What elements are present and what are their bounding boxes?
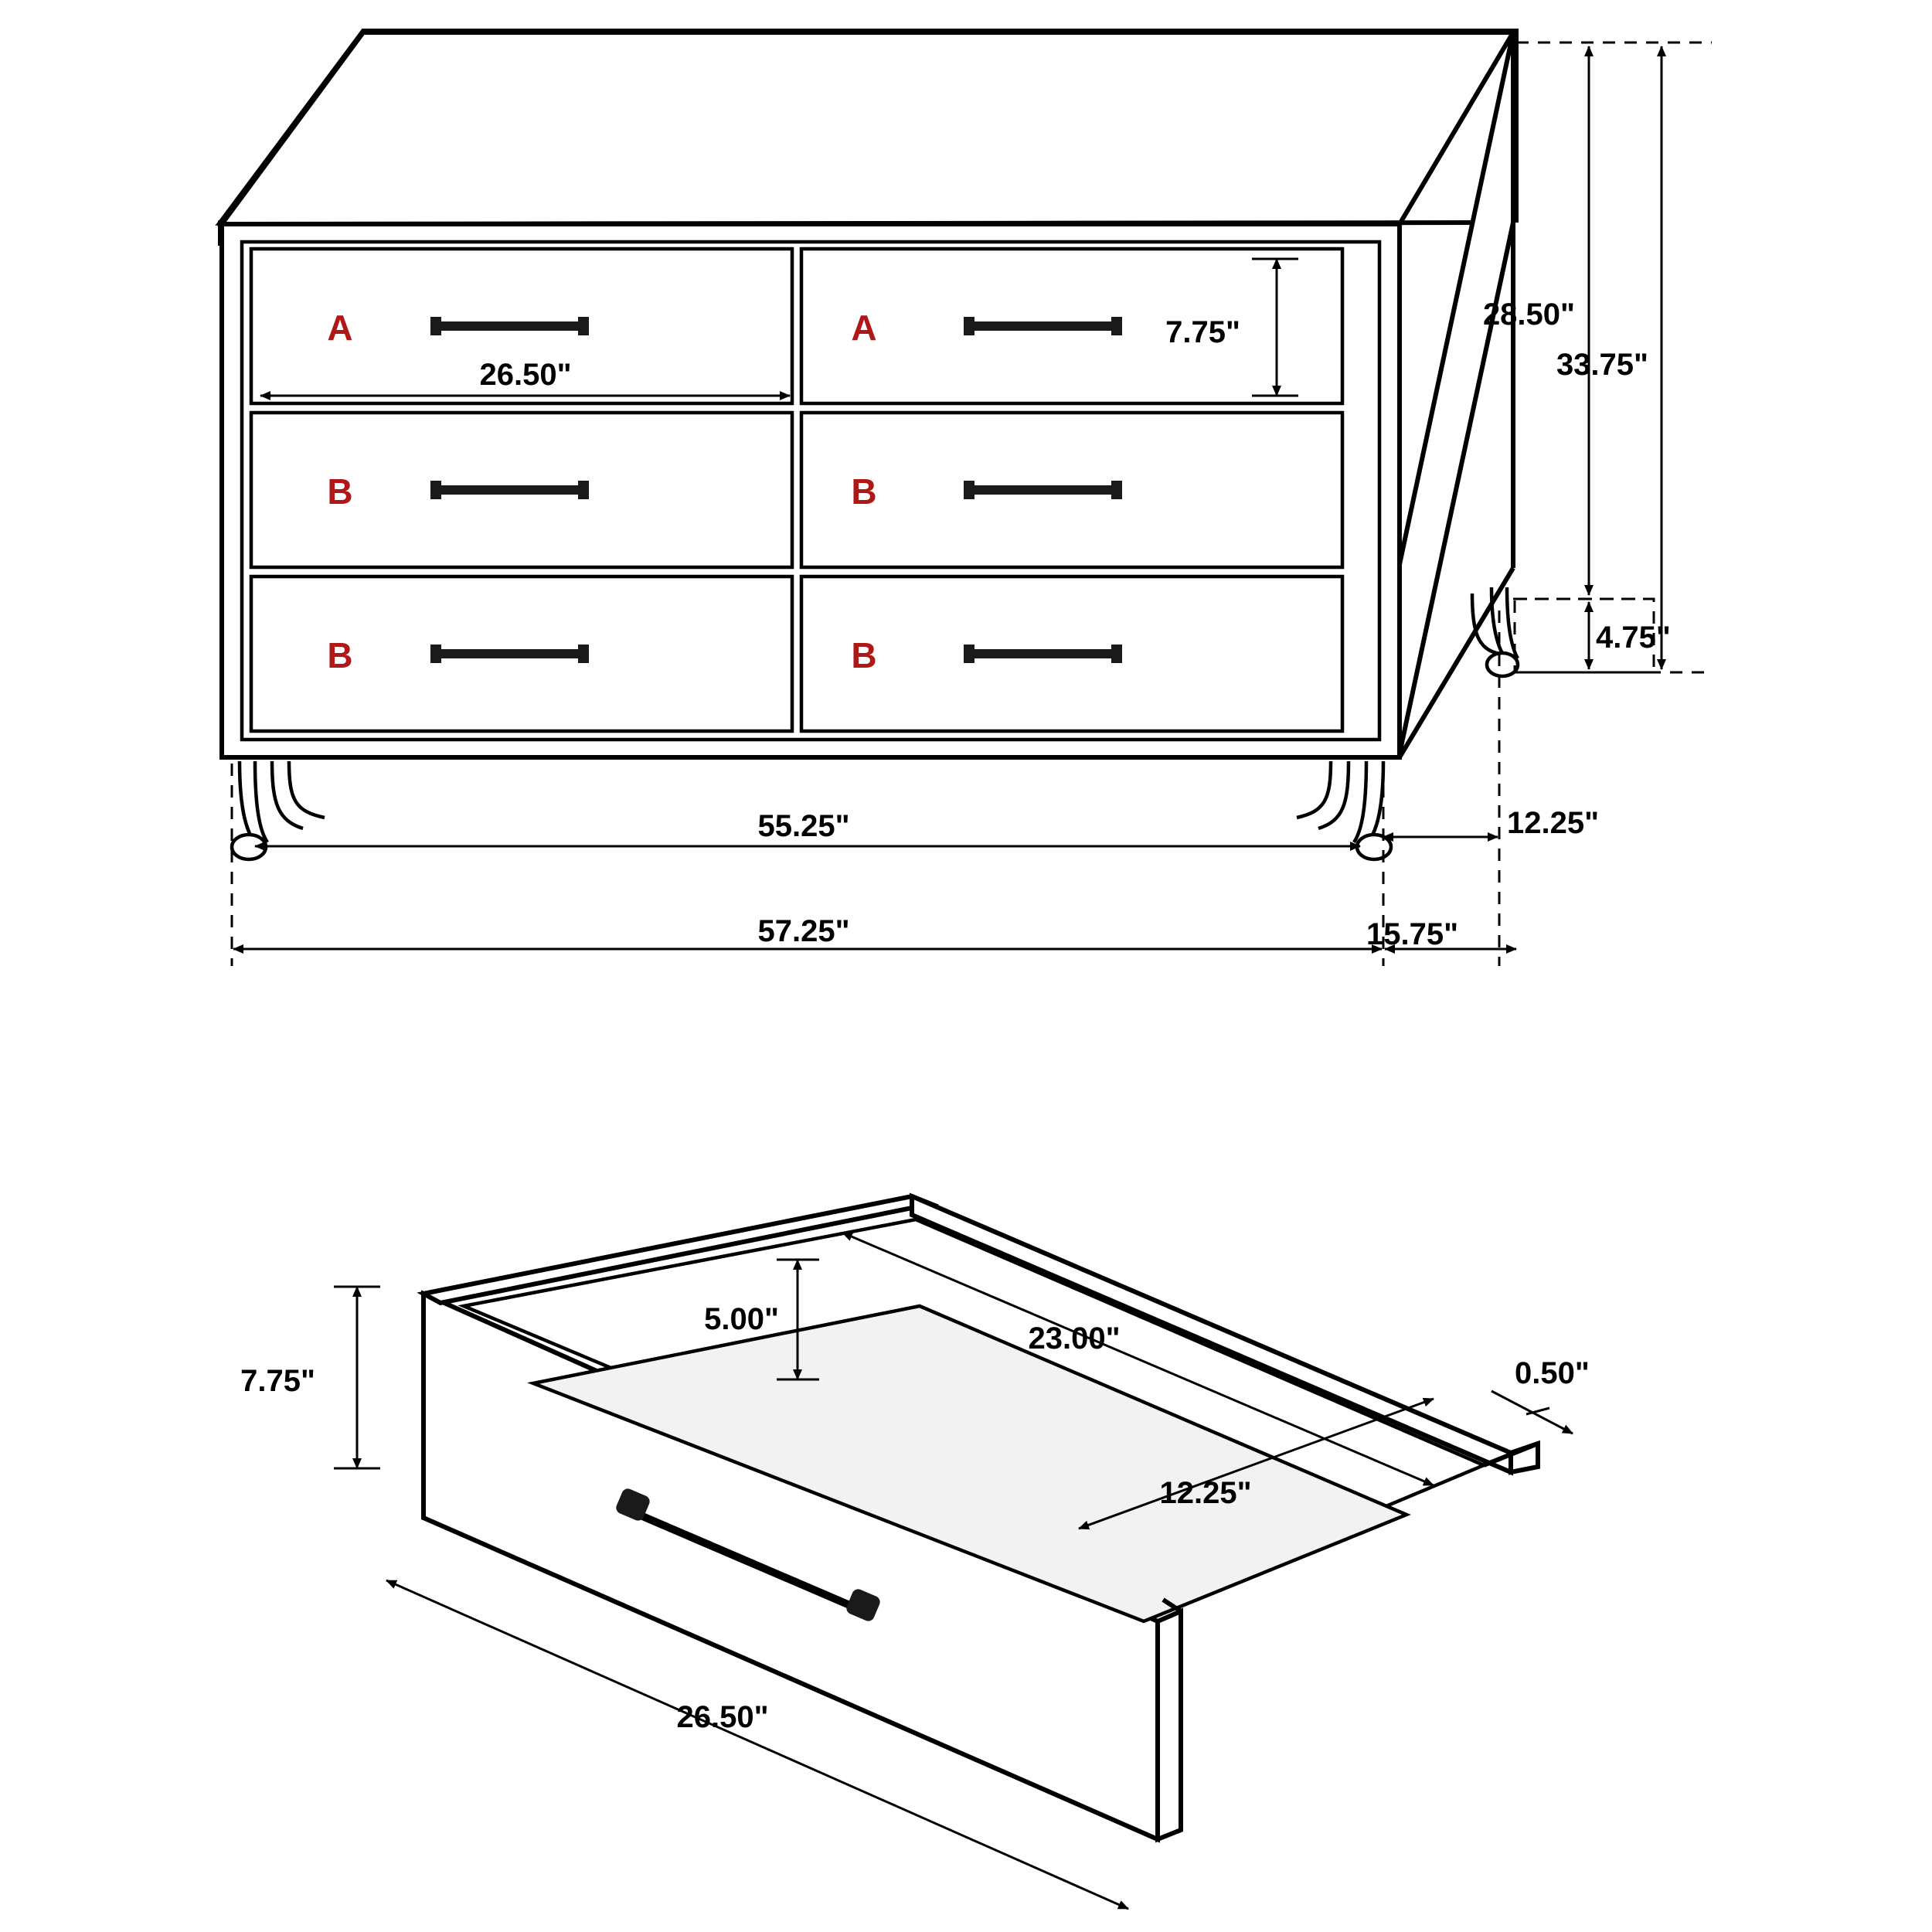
dim-drawer-front-height-label: 7.75" (1165, 315, 1240, 349)
dim-cabinet-width-label: 55.25" (757, 809, 850, 843)
drawer-figure (240, 1196, 1590, 1909)
dim-overall-depth (1366, 917, 1516, 951)
dim-drawer-front-length-label: 26.50" (676, 1700, 769, 1734)
dim-leg-height-label: 4.75" (1596, 621, 1671, 655)
dim-panel-thickness (1492, 1356, 1590, 1434)
dim-drawer-width-label: 26.50" (479, 358, 572, 392)
dim-overall-height-label: 33.75" (1556, 348, 1648, 382)
dresser-figure (220, 31, 1712, 966)
dim-cabinet-height-label: 28.50" (1482, 298, 1575, 332)
drawer-label-b2: B (851, 471, 877, 512)
dim-overall-height (1556, 46, 1662, 669)
dim-interior-height-label: 5.00" (704, 1302, 779, 1336)
dim-overall-width-label: 57.25" (757, 914, 850, 948)
dim-panel-thickness-label: 0.50" (1515, 1356, 1590, 1390)
dim-interior-length-label: 23.00" (1028, 1321, 1121, 1355)
dresser-top-face (222, 32, 1513, 224)
dim-interior-width-label: 12.25" (1159, 1476, 1252, 1510)
dim-drawer-side-height-label: 7.75" (240, 1364, 315, 1398)
drawer-front-edge (1158, 1611, 1181, 1839)
dim-drawer-side-height (240, 1287, 380, 1468)
dim-leg-height (1589, 602, 1671, 669)
dim-cabinet-depth-label: 12.25" (1507, 806, 1600, 840)
dim-overall-width (233, 914, 1382, 949)
dim-cabinet-depth (1383, 806, 1599, 840)
drawer-label-b1: B (327, 471, 353, 512)
drawer-label-b3: B (327, 635, 353, 675)
dim-cabinet-width (255, 809, 1360, 846)
dim-overall-depth-label: 15.75" (1366, 917, 1459, 951)
drawer-label-b4: B (851, 635, 877, 675)
drawer-label-a2: A (851, 308, 877, 348)
drawer-label-a1: A (327, 308, 353, 348)
